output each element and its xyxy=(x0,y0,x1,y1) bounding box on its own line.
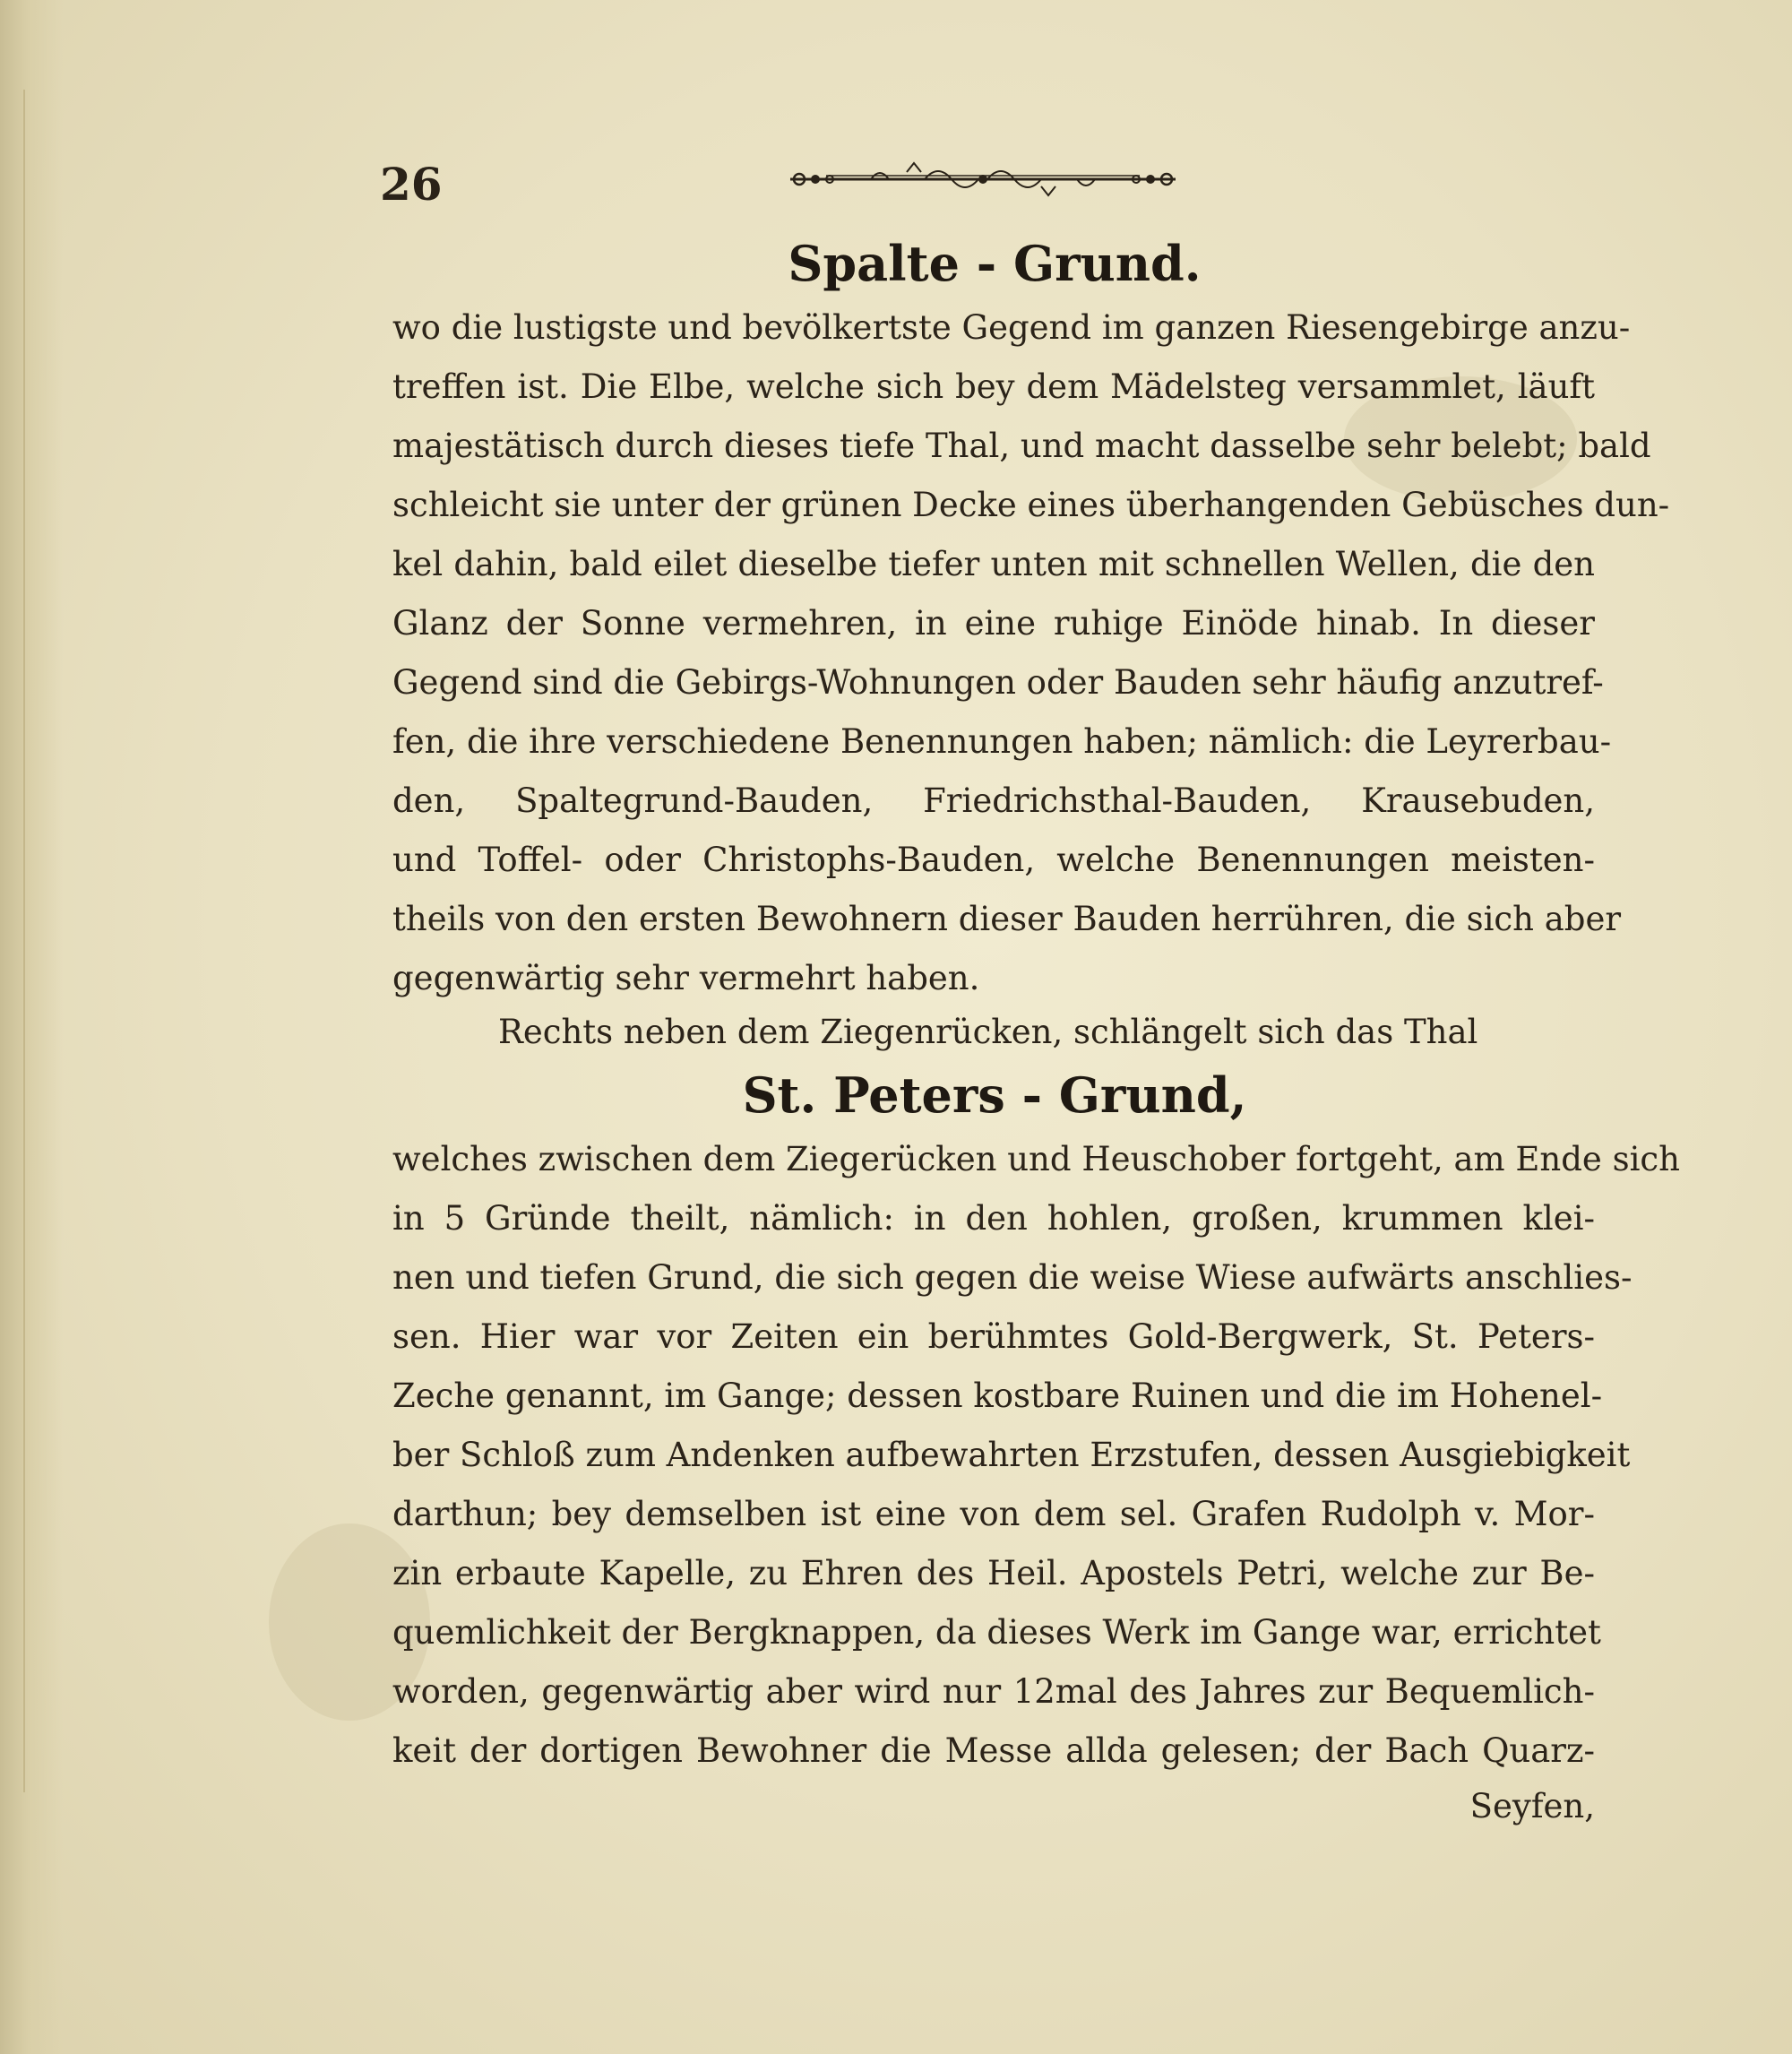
text-line: keit der dortigen Bewohner die Messe allda gelesen; der Bach Quarz- xyxy=(392,1731,1595,1770)
text-line: quemlichkeit der Bergknappen, da dieses Werk im Gange war, errichtet xyxy=(392,1613,1601,1652)
text-line: sen. Hier war vor Zeiten ein berühmtes Gold-Bergwerk, St. Peters- xyxy=(392,1317,1595,1356)
text-line: in 5 Gründe theilt, nämlich: in den hohlen, großen, krummen klei- xyxy=(392,1199,1595,1238)
section-heading: St. Peters - Grund, xyxy=(742,1066,1247,1124)
page-number: 26 xyxy=(380,158,443,211)
text-line: ber Schloß zum Andenken aufbewahrten Erzstufen, dessen Ausgiebigkeit xyxy=(392,1436,1631,1474)
binding-edge xyxy=(23,90,25,1792)
text-line: kel dahin, bald eilet dieselbe tiefer unten mit schnellen Wellen, die den xyxy=(392,545,1595,583)
text-line: den, Spaltegrund-Bauden, Friedrichsthal-Bauden, Krausebuden, xyxy=(392,781,1595,820)
text-line: schleicht sie unter der grünen Decke eines überhangenden Gebüsches dun- xyxy=(392,486,1670,524)
text-line: darthun; bey demselben ist eine von dem sel. Grafen Rudolph v. Mor- xyxy=(392,1495,1595,1533)
text-line: fen, die ihre verschiedene Benennungen haben; nämlich: die Leyrerbau- xyxy=(392,722,1612,761)
text-line: welches zwischen dem Ziegerücken und Heuschober fortgeht, am Ende sich xyxy=(392,1140,1680,1178)
text-line: wo die lustigste und bevölkertste Gegend im ganzen Riesengebirge anzu- xyxy=(392,308,1631,347)
text-line: nen und tiefen Grund, die sich gegen die weise Wiese aufwärts anschlies- xyxy=(392,1258,1633,1297)
section-heading: Spalte - Grund. xyxy=(788,235,1202,292)
text-line: Glanz der Sonne vermehren, in eine ruhige Einöde hinab. In dieser xyxy=(392,604,1595,643)
text-line: worden, gegenwärtig aber wird nur 12mal des Jahres zur Bequemlich- xyxy=(392,1672,1595,1711)
page-gutter xyxy=(0,0,63,2054)
text-line: und Toffel- oder Christophs-Bauden, welche Benennungen meisten- xyxy=(392,841,1595,879)
text-line: gegenwärtig sehr vermehrt haben. xyxy=(392,959,980,997)
decorative-ornament-icon xyxy=(772,154,1193,204)
text-line: zin erbaute Kapelle, zu Ehren des Heil. Apostels Petri, welche zur Be- xyxy=(392,1554,1595,1592)
text-line: theils von den ersten Bewohnern dieser Bauden herrühren, die sich aber xyxy=(392,900,1622,938)
text-line: majestätisch durch dieses tiefe Thal, und macht dasselbe sehr belebt; bald xyxy=(392,427,1651,465)
text-line: Gegend sind die Gebirgs-Wohnungen oder Bauden sehr häufig anzutref- xyxy=(392,663,1604,702)
text-line: Rechts neben dem Ziegenrücken, schlängelt sich das Thal xyxy=(498,1013,1478,1051)
catchword: Seyfen, xyxy=(1469,1787,1595,1825)
text-line: treffen ist. Die Elbe, welche sich bey dem Mädelsteg versammlet, läuft xyxy=(392,367,1595,406)
text-line: Zeche genannt, im Gange; dessen kostbare Ruinen und die im Hohenel- xyxy=(392,1377,1603,1415)
